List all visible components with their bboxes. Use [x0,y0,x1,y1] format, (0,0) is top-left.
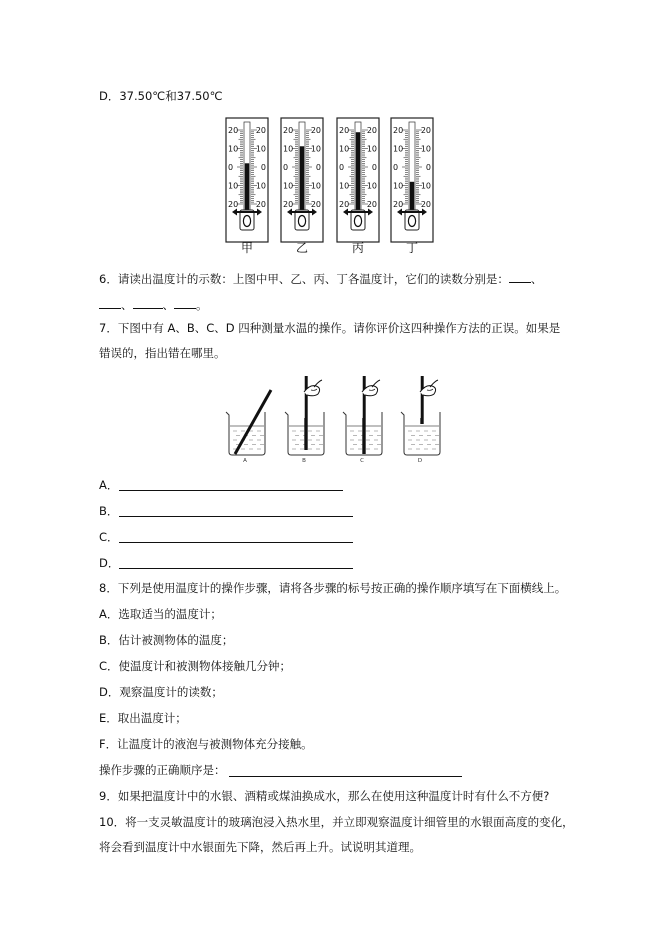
scale-label-right: 0 [371,163,377,172]
hand-finger [372,380,380,387]
option-b-label: B． [99,504,119,518]
question-9: 9．如果把温度计中的水银、酒精或煤油换成水，那么在使用这种温度计时有什么不方便? [99,789,550,803]
beaker-label: D [417,458,423,464]
scale-label-left: 10 [393,181,404,191]
step-a: A．选取适当的温度计； [99,607,222,621]
beaker-label: C [360,458,364,464]
scale-label-left: 0 [393,163,399,172]
bulb [354,216,361,227]
thermometer-1 [226,118,268,242]
liquid-column [356,132,360,210]
beaker-a [226,390,271,455]
scale-label-right: 20 [255,200,266,209]
scale-label-right: 20 [420,126,431,135]
end-mark: 。 [196,298,208,312]
scale-label-left: 0 [339,163,345,172]
option-c-label: C． [99,530,119,544]
scale-label-right: 10 [420,144,431,154]
scale-label-right: 10 [366,144,377,154]
scale-label-left: 10 [339,181,350,191]
scale-label-right: 20 [366,126,377,135]
beaker-label: B [302,458,306,464]
thermometer-caption: 丙 [351,241,365,255]
step-c: C．使温度计和被测物体接触几分钟； [99,659,292,673]
beaker-label: A [243,458,247,464]
scale-label-right: 0 [425,163,431,172]
thermometer-caption: 丁 [405,241,419,255]
option-c-answer-line[interactable] [119,542,353,543]
scale-label-left: 10 [393,144,404,154]
scale-label-right: 10 [366,181,377,191]
liquid-column [410,182,414,210]
question-7-line-2: 错误的，指出错在哪里。 [99,346,226,360]
thermometer-caption: 甲 [240,241,254,255]
scale-label-left: 20 [393,200,404,209]
scale-label-left: 20 [283,200,294,209]
question-8-intro: 8．下列是使用温度计的操作步骤，请将各步骤的标号按正确的操作顺序填写在下面横线上。 [99,581,567,595]
scale-label-left: 20 [228,200,239,209]
scale-label-right: 10 [420,181,431,191]
bulb [243,216,250,227]
question-10-line-1: 10．将一支灵敏温度计的玻璃泡浸入热水里，并立即观察温度计细管里的水银面高度的变化， [99,815,574,829]
scale-label-right: 0 [315,163,321,172]
scale-label-right: 20 [420,200,431,209]
scale-label-left: 10 [339,144,350,154]
scale-label-left: 10 [228,181,239,191]
bulb [298,216,305,227]
question-6-cont [99,296,208,313]
option-a-label: A． [99,478,119,492]
scale-label-right: 10 [255,181,266,191]
bulb [408,216,415,227]
scale-label-right: 20 [366,200,377,209]
answer-blank-4[interactable] [174,296,196,309]
step-f: F．让温度计的液泡与被测物体充分接触。 [99,737,313,751]
scale-label-right: 20 [255,126,266,135]
answer-blank-1[interactable] [509,270,531,283]
option-d-answer-line[interactable] [119,568,353,569]
separator: 、 [121,298,133,312]
step-b: B．估计被测物体的温度； [99,633,234,647]
scale-label-left: 20 [339,126,350,135]
scale-label-right: 10 [255,144,266,154]
scale-label-right: 20 [310,200,321,209]
order-answer-line[interactable] [229,776,462,777]
answer-blank-3[interactable] [133,296,163,309]
scale-label-left: 10 [283,181,294,191]
hand-finger [430,380,438,387]
scale-label-left: 20 [228,126,239,135]
option-d-label: D． [99,556,120,570]
separator: 、 [162,298,174,312]
order-label: 操作步骤的正确顺序是： [99,763,226,777]
scale-label-right: 20 [310,126,321,135]
question-6 [99,270,542,287]
scale-label-left: 20 [393,126,404,135]
liquid-column [300,146,304,210]
thermometer-2 [281,118,323,242]
scale-label-left: 10 [283,144,294,154]
answer-d: D．37.50℃和37.50℃ [99,89,223,103]
beaker-d [401,376,440,455]
scale-label-left: 20 [339,200,350,209]
question-6-text: 6．请读出温度计的示数：上图中甲、乙、丙、丁各温度计，它们的读数分别是： [99,272,509,286]
question-7-line-1: 7．下图中有 A、B、C、D 四种测量水温的操作。请你评价这四种操作方法的正误。如果是 [99,321,561,335]
scale-label-right: 10 [310,181,321,191]
thermometer-4 [391,118,433,242]
liquid-column [245,163,249,210]
option-a-answer-line[interactable] [119,490,343,491]
separator: 、 [530,272,543,286]
step-d: D．观察温度计的读数； [99,685,223,699]
thermometer-figure [0,112,661,257]
step-e: E．取出温度计； [99,711,187,725]
beaker-b [285,376,324,455]
question-10-line-2: 将会看到温度计中水银面先下降，然后再上升。试说明其道理。 [99,840,421,854]
scale-label-right: 10 [310,144,321,154]
scale-label-left: 10 [228,144,239,154]
scale-label-left: 20 [283,126,294,135]
option-b-answer-line[interactable] [119,516,353,517]
hand-finger [314,380,322,387]
scale-label-left: 0 [228,163,234,172]
beaker-figure [0,370,661,465]
thermometer-caption: 乙 [295,241,309,255]
thermometer-3 [337,118,379,242]
scale-label-right: 0 [260,163,266,172]
scale-label-left: 0 [283,163,289,172]
answer-blank-2[interactable] [99,296,121,309]
beaker-c [343,376,382,455]
